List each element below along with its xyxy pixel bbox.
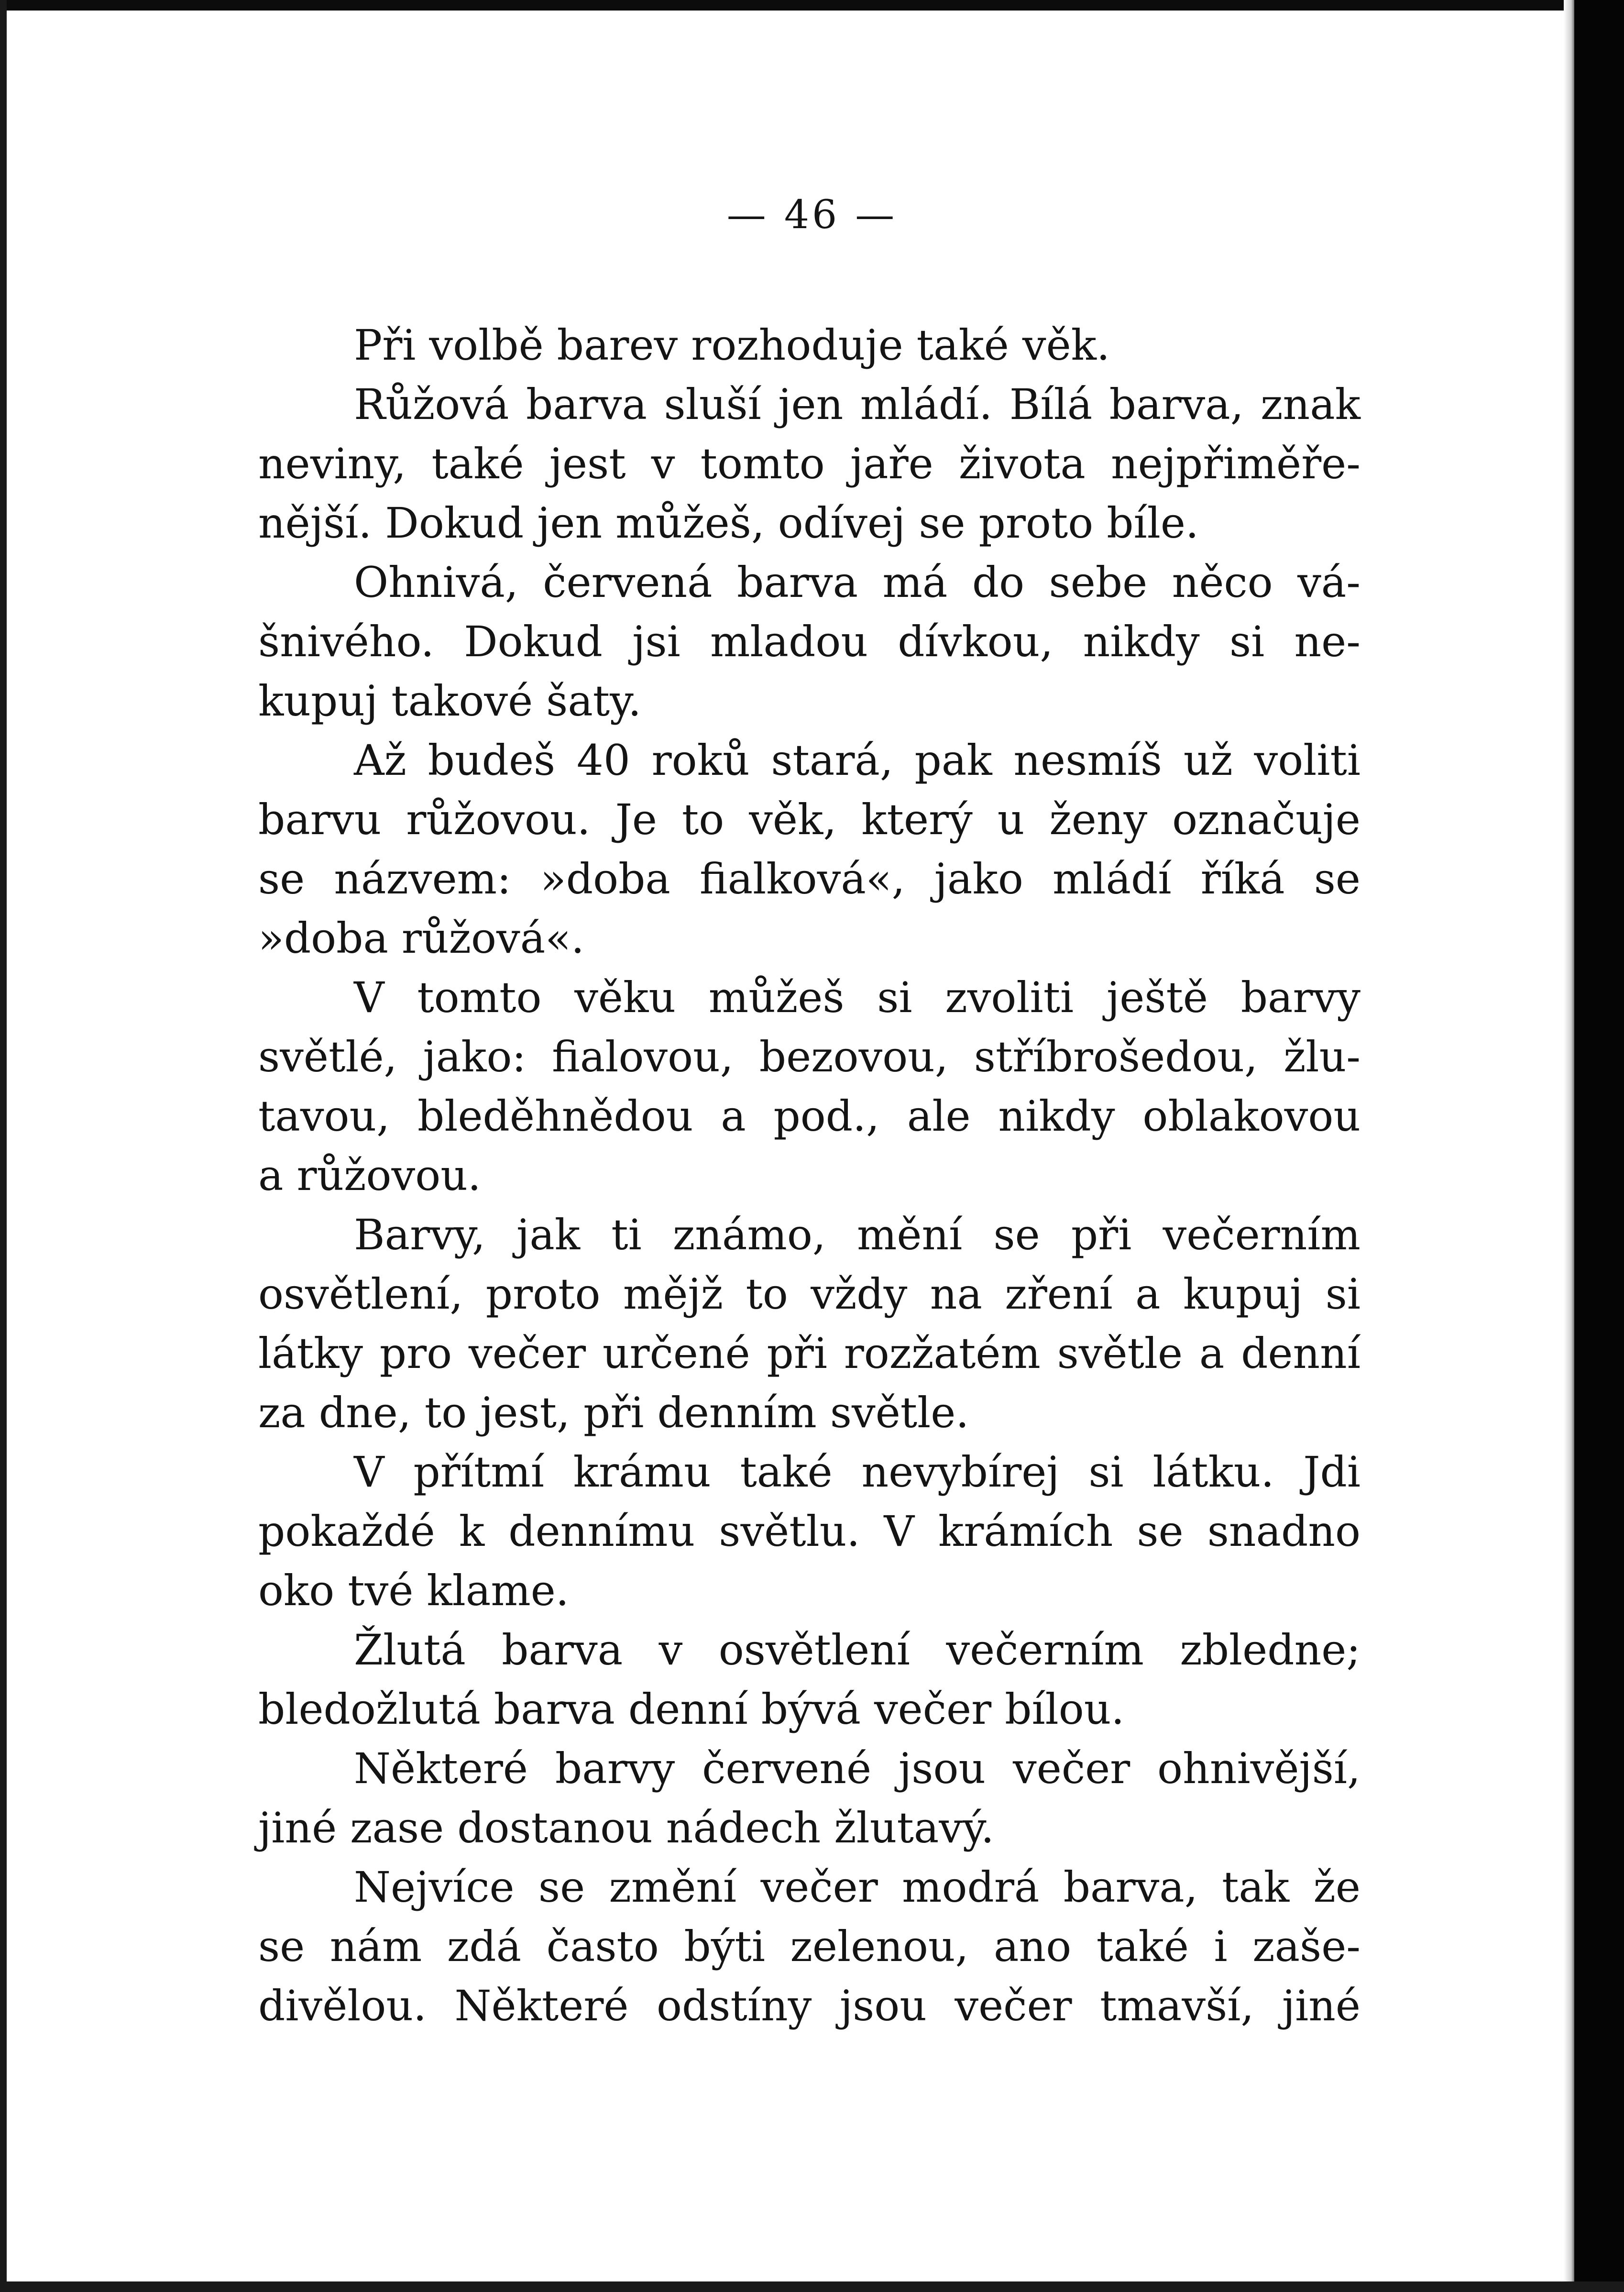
scan-border-left [0,0,7,2292]
scan-border-top [0,0,1624,11]
text-line: Růžová barva sluší jen mládí. Bílá barva, znak [354,380,1361,429]
text-line: za dne, to jest, při denním světle. [258,1388,969,1437]
text-line: pokaždé k dennímu světlu. V krámích se snadno [258,1507,1361,1556]
text-line: divělou. Některé odstíny jsou večer tmavší, jiné [258,1981,1361,2030]
text-line: V tomto věku můžeš si zvoliti ještě barvy [354,973,1361,1022]
text-line: se nám zdá často býti zelenou, ano také i zaše- [258,1922,1361,1971]
body-text [258,316,1361,2036]
text-line: neviny, také jest v tomto jaře života nejpřiměře- [258,439,1361,488]
text-line: šnivého. Dokud jsi mladou dívkou, nikdy si ne- [258,617,1361,666]
text-line: barvu růžovou. Je to věk, který u ženy označuje [258,795,1361,844]
text-line: V přítmí krámu také nevybírej si látku. Jdi [354,1447,1361,1497]
scan-border-bottom [0,2281,1624,2292]
page-number: — 46 — [726,192,898,238]
text-line: Ohnivá, červená barva má do sebe něco vá- [354,558,1361,607]
text-line: Barvy, jak ti známo, mění se při večerním [354,1210,1361,1259]
text-line: jiné zase dostanou nádech žlutavý. [258,1803,995,1852]
text-line: osvětlení, proto mějž to vždy na zření a kupuj si [258,1269,1361,1319]
text-line: Nejvíce se změní večer modrá barva, tak že [354,1862,1361,1912]
text-line: Žlutá barva v osvětlení večerním zbledne; [354,1625,1361,1675]
text-line: bledožlutá barva denní bývá večer bílou. [258,1685,1125,1734]
text-line: tavou, bleděhnědou a pod., ale nikdy oblakovou [258,1091,1361,1141]
text-line: Až budeš 40 roků stará, pak nesmíš už voliti [354,736,1361,785]
text-line: kupuj takové šaty. [258,676,642,726]
text-line: oko tvé klame. [258,1566,569,1615]
scan-border-right [1574,0,1624,2292]
text-line: Některé barvy červené jsou večer ohnivější, [354,1744,1361,1793]
text-line: nější. Dokud jen můžeš, odívej se proto bíle. [258,498,1199,548]
text-line: světlé, jako: fialovou, bezovou, stříbrošedou, žlu- [258,1032,1361,1081]
text-line: a růžovou. [258,1151,481,1200]
text-line: »doba růžová«. [258,914,584,963]
text-line: se názvem: »doba fialková«, jako mládí říká se [258,854,1361,904]
text-line: látky pro večer určené při rozžatém světle a denní [258,1329,1361,1378]
text-line: Při volbě barev rozhoduje také věk. [354,320,1110,370]
